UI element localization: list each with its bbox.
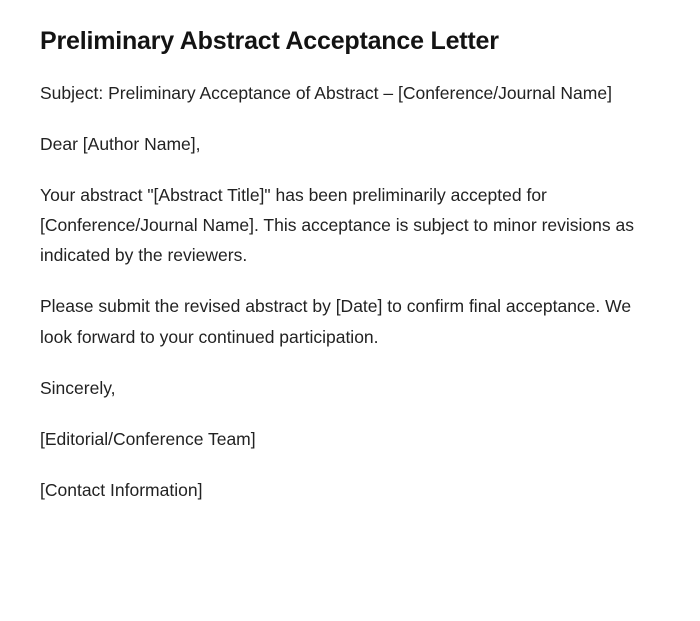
body-paragraph-revision-deadline: Please submit the revised abstract by [Date] to confirm final acceptance. We look forward to your continued participation. xyxy=(40,296,632,347)
subject-line: Subject: Preliminary Acceptance of Abstract – [Conference/Journal Name] xyxy=(40,83,612,103)
signature-team: [Editorial/Conference Team] xyxy=(40,428,256,449)
salutation: Dear [Author Name], xyxy=(40,134,201,155)
body-paragraph-acceptance: Your abstract "[Abstract Title]" has been preliminarily accepted for [Conference/Journal Name]. This acceptance is subject to minor revisions as indicated by the reviewers. xyxy=(40,185,634,266)
page-title: Preliminary Abstract Acceptance Letter xyxy=(40,27,499,55)
closing: Sincerely, xyxy=(40,377,116,398)
contact-information: [Contact Information] xyxy=(40,479,203,500)
